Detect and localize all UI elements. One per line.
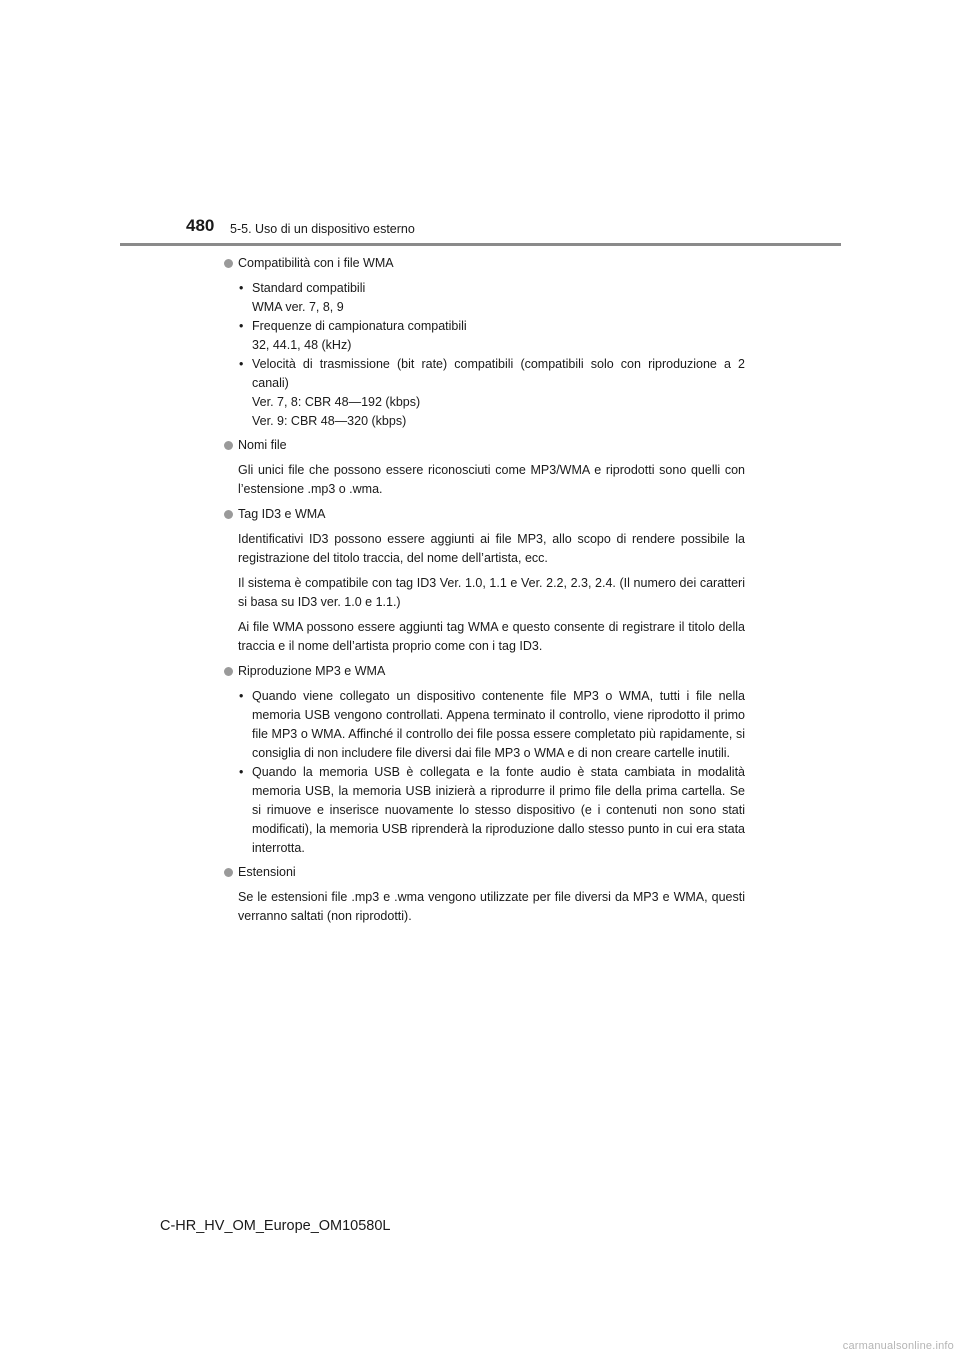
paragraph: Il sistema è compatibile con tag ID3 Ver. 1.0, 1.1 e Ver. 2.2, 2.3, 2.4. (Il numero dei caratteri si basa su ID3 ver. 1.0 e 1.1.) [238, 576, 745, 609]
section-heading-text: Tag ID3 e WMA [238, 507, 326, 521]
paragraph: Se le estensioni file .mp3 e .wma vengono utilizzate per file diversi da MP3 e WMA, questi verranno saltati (non riprodotti). [238, 890, 745, 923]
list-item-text: Frequenze di campionatura compatibili [252, 319, 467, 333]
list-item [238, 763, 745, 858]
section-heading-text: Compatibilità con i file WMA [238, 256, 394, 270]
circle-bullet-icon [224, 667, 233, 676]
section-heading [224, 662, 745, 681]
section-heading-text: Riproduzione MP3 e WMA [238, 664, 386, 678]
list-item-text: Quando viene collegato un dispositivo contenente file MP3 o WMA, tutti i file nella memoria USB vengono controllati. Appena terminato il controllo, viene riprodotto il primo file MP3 o WMA. Affinché il controllo dei file possa essere completato più rapidamente, si consiglia di non includere file diversi dai file MP3 o WMA e di non creare cartelle inutili. [252, 689, 745, 760]
list-item-text: Quando la memoria USB è collegata e la fonte audio è stata cambiata in modalità memoria USB, la memoria USB inizierà a riprodurre il primo file della prima cartella. Se si rimuove e inserisce nuovamente lo stesso dispositivo (e i contenuti non sono stati modificati), la memoria USB riprenderà la riproduzione dallo stesso punto in cui era stata interrotta. [252, 765, 745, 855]
section-heading [224, 436, 745, 455]
list-item [238, 317, 745, 355]
bullet-list [238, 687, 745, 858]
circle-bullet-icon [224, 510, 233, 519]
section-heading-text: Estensioni [238, 865, 296, 879]
bullet-list [238, 279, 745, 431]
header-divider [120, 243, 841, 246]
list-item-detail: 32, 44.1, 48 (kHz) [252, 338, 352, 352]
list-item-detail: WMA ver. 7, 8, 9 [252, 300, 344, 314]
circle-bullet-icon [224, 259, 233, 268]
section-title: 5-5. Uso di un dispositivo esterno [230, 222, 415, 236]
paragraph: Identificativi ID3 possono essere aggiunti ai file MP3, allo scopo di rendere possibile la registrazione del titolo traccia, del nome dell’artista, ecc. [238, 532, 745, 565]
list-item [238, 355, 745, 431]
circle-bullet-icon [224, 441, 233, 450]
section-heading [224, 254, 745, 273]
list-item-text: Velocità di trasmissione (bit rate) compatibili (compatibili solo con riproduzione a 2 canali) [252, 357, 745, 390]
section-heading [224, 505, 745, 524]
list-item [238, 687, 745, 763]
list-item-detail: Ver. 9: CBR 48—320 (kbps) [252, 414, 407, 428]
list-item-text: Standard compatibili [252, 281, 366, 295]
section-heading-text: Nomi file [238, 438, 287, 452]
page-number: 480 [186, 216, 215, 235]
list-item [238, 279, 745, 317]
page-content [224, 254, 745, 932]
watermark: carmanualsonline.info [842, 1340, 954, 1352]
section-heading [224, 863, 745, 882]
circle-bullet-icon [224, 868, 233, 877]
paragraph: Ai file WMA possono essere aggiunti tag WMA e questo consente di registrare il titolo della traccia e il nome dell’artista proprio come con i tag ID3. [238, 620, 745, 653]
document-code: C-HR_HV_OM_Europe_OM10580L [160, 1218, 391, 1234]
list-item-detail: Ver. 7, 8: CBR 48—192 (kbps) [252, 395, 421, 409]
paragraph: Gli unici file che possono essere riconosciuti come MP3/WMA e riprodotti sono quelli con l’estensione .mp3 o .wma. [238, 463, 745, 496]
